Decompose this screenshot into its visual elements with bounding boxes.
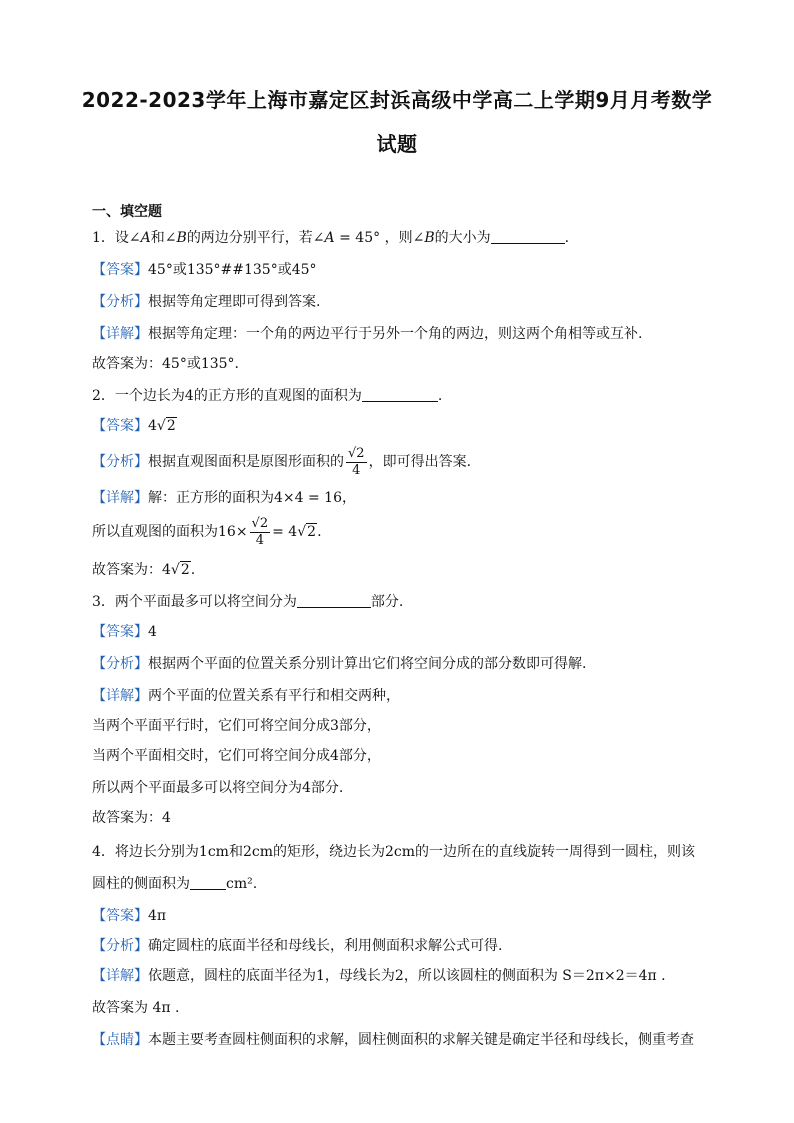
answer-blank: [491, 229, 565, 244]
q4-answer-text: 4π: [148, 908, 167, 924]
q1-text: 的大小为: [434, 230, 491, 246]
q1-detail: [92, 324, 712, 344]
radicand: 2: [356, 445, 365, 461]
sqrt-symbol: √2: [170, 562, 190, 578]
q1-answer: [92, 260, 712, 280]
analysis-tag: 【分析】: [92, 294, 148, 310]
q4-detail: [92, 966, 712, 986]
radicand: 2: [259, 515, 269, 531]
q2-analysis: [92, 444, 712, 480]
q3-analysis: [92, 654, 712, 674]
detail-tag: 【详解】: [92, 968, 148, 984]
q4-text: 将边长分别为1cm和2cm的矩形，绕边长为2cm的一边所在的直线旋转一周得到一圆柱，则该: [114, 844, 695, 860]
sqrt-symbol: √2: [156, 418, 176, 434]
answer-blank: [297, 593, 371, 608]
q2-detail-text: ，: [342, 490, 356, 506]
question-3: [92, 592, 712, 612]
q1-analysis-text: 根据等角定理即可得到答案.: [148, 294, 321, 310]
q1-var: A: [324, 230, 335, 246]
answer-blank: [190, 875, 226, 890]
analysis-tag: 【分析】: [92, 938, 148, 954]
q4-analysis: [92, 936, 712, 956]
analysis-tag: 【分析】: [92, 656, 148, 672]
question-4: [92, 842, 712, 862]
fraction-denominator: 4: [255, 532, 264, 548]
comment-tag: 【点睛】: [92, 1032, 148, 1048]
q4-comment: [92, 1030, 712, 1050]
detail-tag: 【详解】: [92, 490, 148, 506]
q2-detail-expr: = 4: [272, 524, 298, 540]
q3-detail-text: 两个平面的位置关系有平行和相交两种，: [148, 688, 400, 704]
q3-conclusion: 故答案为：4: [92, 810, 171, 826]
q2-conclusion-coef: 4: [162, 562, 171, 578]
q2-detail-expr: 16×: [218, 524, 248, 540]
q2-detail-text: .: [317, 524, 322, 540]
q2-detail: [92, 488, 712, 508]
question-4-line2: [92, 874, 712, 894]
q2-conclusion: [92, 560, 712, 580]
q3-analysis-text: 根据两个平面的位置关系分别计算出它们将空间分成的部分数即可得解.: [148, 656, 587, 672]
q1-number: 1．: [92, 230, 115, 246]
answer-tag: 【答案】: [92, 262, 148, 278]
q1-text: = 45° ，则∠: [334, 230, 425, 246]
q2-analysis-text: ，即可得出答案.: [368, 454, 472, 470]
q1-var: A: [140, 230, 151, 246]
q4-comment-text: 本题主要考查圆柱侧面积的求解，圆柱侧面积的求解关键是确定半径和母线长，侧重考查: [148, 1032, 694, 1048]
q4-number: 4．: [92, 844, 115, 860]
q1-text: .: [564, 230, 570, 246]
detail-tag: 【详解】: [92, 688, 148, 704]
answer-tag: 【答案】: [92, 908, 148, 924]
fraction-numerator: √2: [348, 445, 365, 461]
q1-analysis: [92, 292, 712, 312]
q3-answer-text: 4: [148, 624, 157, 640]
q2-analysis-text: 根据直观图面积是原图形面积的: [148, 454, 344, 470]
q4-answer: [92, 906, 712, 926]
q2-text: 一个边长为4的正方形的直观图的面积为: [114, 388, 362, 404]
q2-detail-text: 解：正方形的面积为: [148, 490, 274, 506]
q1-text: 和∠: [150, 230, 177, 246]
fraction-numerator: √2: [251, 515, 269, 531]
q1-var: B: [424, 230, 435, 246]
q3-answer: [92, 622, 712, 642]
q3-text: 部分.: [370, 594, 404, 610]
q3-number: 3．: [92, 594, 115, 610]
q3-detail-line2: 当两个平面平行时，它们可将空间分成3部分，: [92, 718, 381, 734]
q2-conclusion-text: .: [190, 562, 196, 578]
document-title-line1: 2022-2023学年上海市嘉定区封浜高级中学高二上学期9月月考数学: [81, 88, 713, 112]
radicand: 2: [180, 562, 190, 578]
detail-tag: 【详解】: [92, 326, 148, 342]
q2-text: .: [437, 388, 443, 404]
q4-detail-text: 依题意，圆柱的底面半径为1，母线长为2，所以该圆柱的侧面积为 S＝2π×2＝4π .: [148, 968, 666, 984]
q2-detail-line2: [92, 514, 712, 550]
q3-text: 两个平面最多可以将空间分为: [114, 594, 297, 610]
answer-tag: 【答案】: [92, 418, 148, 434]
section-heading: 一、填空题: [92, 204, 162, 220]
q1-text: 设∠: [114, 230, 141, 246]
q4-text: 圆柱的侧面积为: [92, 876, 190, 892]
fraction-denominator: 4: [352, 462, 361, 478]
q2-detail-expr: 4×4 = 16: [274, 490, 342, 506]
fraction: [346, 446, 367, 479]
q2-number: 2．: [92, 388, 115, 404]
document-title-line2: 试题: [376, 132, 418, 156]
q3-detail: [92, 686, 712, 706]
question-1: [92, 228, 712, 248]
q3-detail-line4: 所以两个平面最多可以将空间分为4部分.: [92, 780, 344, 796]
question-2: [92, 386, 712, 406]
q3-detail-line3: 当两个平面相交时，它们可将空间分成4部分，: [92, 748, 381, 764]
q1-conclusion: 故答案为：45°或135°.: [92, 356, 239, 372]
q2-answer: [92, 416, 712, 436]
q2-detail-text: 所以直观图的面积为: [92, 524, 218, 540]
q4-conclusion: 故答案为 4π .: [92, 1000, 180, 1016]
q2-answer-coef: 4: [148, 418, 157, 434]
sqrt-symbol: √2: [297, 524, 317, 540]
q1-detail-text: 根据等角定理：一个角的两边平行于另外一个角的两边，则这两个角相等或互补.: [148, 326, 643, 342]
q1-var: B: [176, 230, 187, 246]
q1-answer-text: 45°或135°##135°或45°: [148, 262, 317, 278]
q2-answer-radicand: 2: [166, 418, 176, 434]
analysis-tag: 【分析】: [92, 454, 148, 470]
q2-conclusion-text: 故答案为：: [92, 562, 162, 578]
q4-text: cm².: [226, 876, 258, 892]
fraction: [250, 516, 271, 549]
answer-tag: 【答案】: [92, 624, 148, 640]
q4-analysis-text: 确定圆柱的底面半径和母线长，利用侧面积求解公式可得.: [148, 938, 503, 954]
q1-text: 的两边分别平行，若∠: [186, 230, 325, 246]
answer-blank: [362, 387, 438, 402]
radicand: 2: [307, 524, 317, 540]
